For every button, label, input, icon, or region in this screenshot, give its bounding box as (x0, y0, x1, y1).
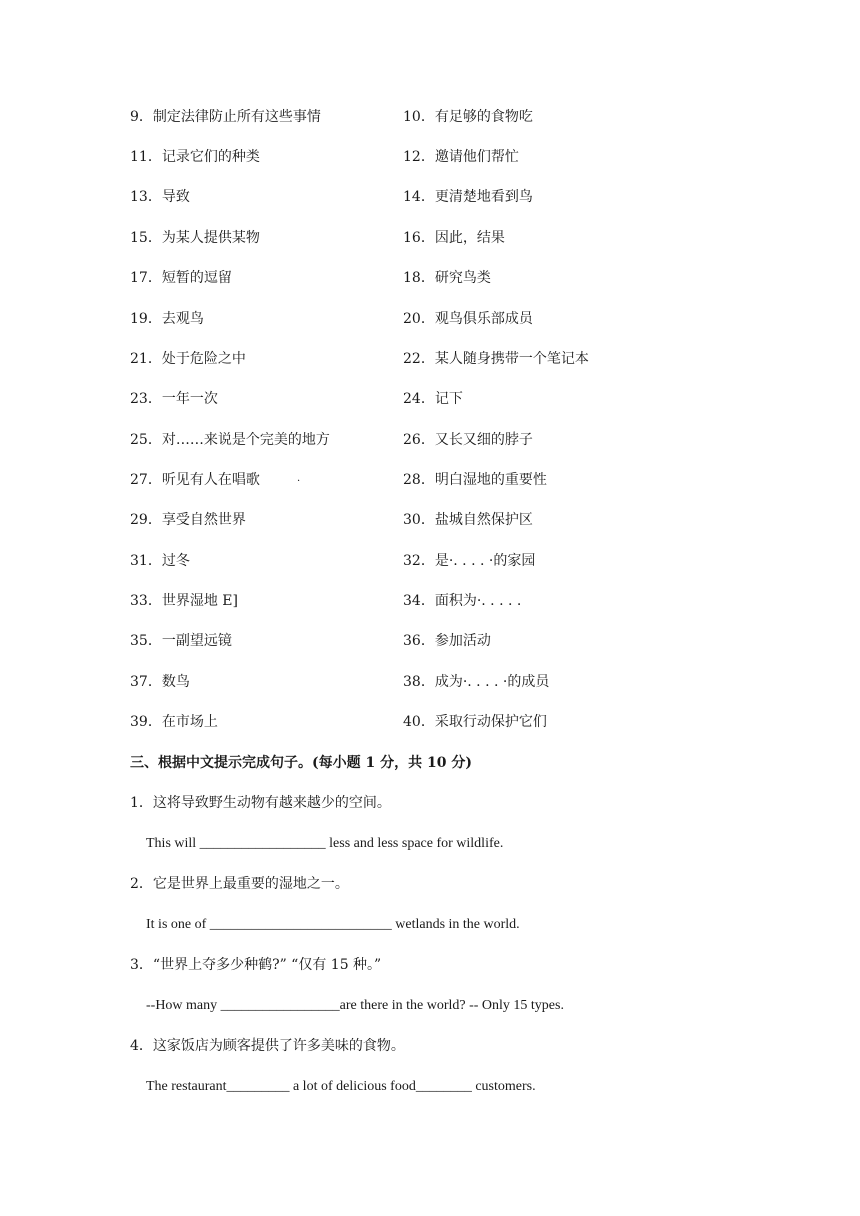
phrase-item: 17．短暂的逗留 (130, 270, 232, 286)
question-answer: --How many _________________are there in the world? -- Only 15 types. (146, 998, 564, 1013)
phrase-item: 30．盐城自然保护区 (403, 512, 533, 528)
phrase-item: 37．数鸟 (130, 674, 190, 690)
phrase-item: 10．有足够的食物吃 (403, 109, 533, 125)
phrase-item: 21．处于危险之中 (130, 351, 246, 367)
phrase-item: 39．在市场上 (130, 714, 218, 730)
phrase-item: 13．导致 (130, 189, 190, 205)
phrase-row (130, 670, 770, 694)
question-prompt: 1．这将导致野生动物有越来越少的空间。 (130, 795, 391, 811)
phrase-item: 34．面积为·. . . . . (403, 593, 522, 609)
question-answer: It is one of __________________________ wetlands in the world. (146, 917, 520, 932)
phrase-row (130, 387, 770, 411)
question-prompt: 3．“世界上夺多少种鹤?” “仅有 15 种。” (130, 957, 382, 973)
phrase-item: 15．为某人提供某物 (130, 230, 260, 246)
question-answer: This will __________________ less and less space for wildlife. (146, 836, 504, 851)
question-prompt: 2．它是世界上最重要的湿地之一。 (130, 876, 349, 892)
phrase-item: 31．过冬 (130, 553, 190, 569)
phrase-row (130, 185, 770, 209)
phrase-item: 16．因此，结果 (403, 230, 505, 246)
phrase-item: 22．某人随身携带一个笔记本 (403, 351, 589, 367)
phrase-item: 20．观鸟俱乐部成员 (403, 311, 533, 327)
section-heading: 三、根据中文提示完成句子。(每小题 1 分，共 10 分) (130, 755, 472, 771)
phrase-row (130, 307, 770, 331)
phrase-item: 36．参加活动 (403, 633, 491, 649)
phrase-item: 14．更清楚地看到鸟 (403, 189, 533, 205)
phrase-item: 40．采取行动保护它们 (403, 714, 547, 730)
phrase-item: 24．记下 (403, 391, 463, 407)
phrase-row (130, 549, 770, 573)
phrase-row (130, 710, 770, 734)
phrase-item: 38．成为·. . . . ·的成员 (403, 674, 550, 690)
phrase-row (130, 266, 770, 290)
phrase-item: 26．又长又细的脖子 (403, 432, 533, 448)
phrase-item: 19．去观鸟 (130, 311, 204, 327)
phrase-row (130, 226, 770, 250)
phrase-item: 27．听见有人在唱歌 (130, 472, 260, 488)
phrase-row (130, 508, 770, 532)
phrase-item: 18．研究鸟类 (403, 270, 491, 286)
phrase-row (130, 468, 770, 492)
phrase-item: 35．一副望远镜 (130, 633, 232, 649)
phrase-row (130, 428, 770, 452)
question-prompt: 4．这家饭店为顾客提供了许多美味的食物。 (130, 1038, 405, 1054)
phrase-item: 32．是·. . . . ·的家园 (403, 553, 536, 569)
question-answer: The restaurant_________ a lot of delicious food________ customers. (146, 1079, 536, 1094)
phrase-row (130, 347, 770, 371)
phrase-item: 23．一年一次 (130, 391, 218, 407)
phrase-item: 25．对……来说是个完美的地方 (130, 432, 330, 448)
phrase-item: 9．制定法律防止所有这些事情 (130, 109, 321, 125)
phrase-row (130, 145, 770, 169)
phrase-row (130, 105, 770, 129)
phrase-item: 29．享受自然世界 (130, 512, 246, 528)
phrase-item: 12．邀请他们帮忙 (403, 149, 519, 165)
stray-dot: · (297, 476, 301, 487)
phrase-row (130, 589, 770, 613)
phrase-item: 11．记录它们的种类 (130, 149, 260, 165)
phrase-row (130, 629, 770, 653)
phrase-item: 33．世界湿地 E] (130, 593, 238, 609)
phrase-item: 28．明白湿地的重要性 (403, 472, 547, 488)
